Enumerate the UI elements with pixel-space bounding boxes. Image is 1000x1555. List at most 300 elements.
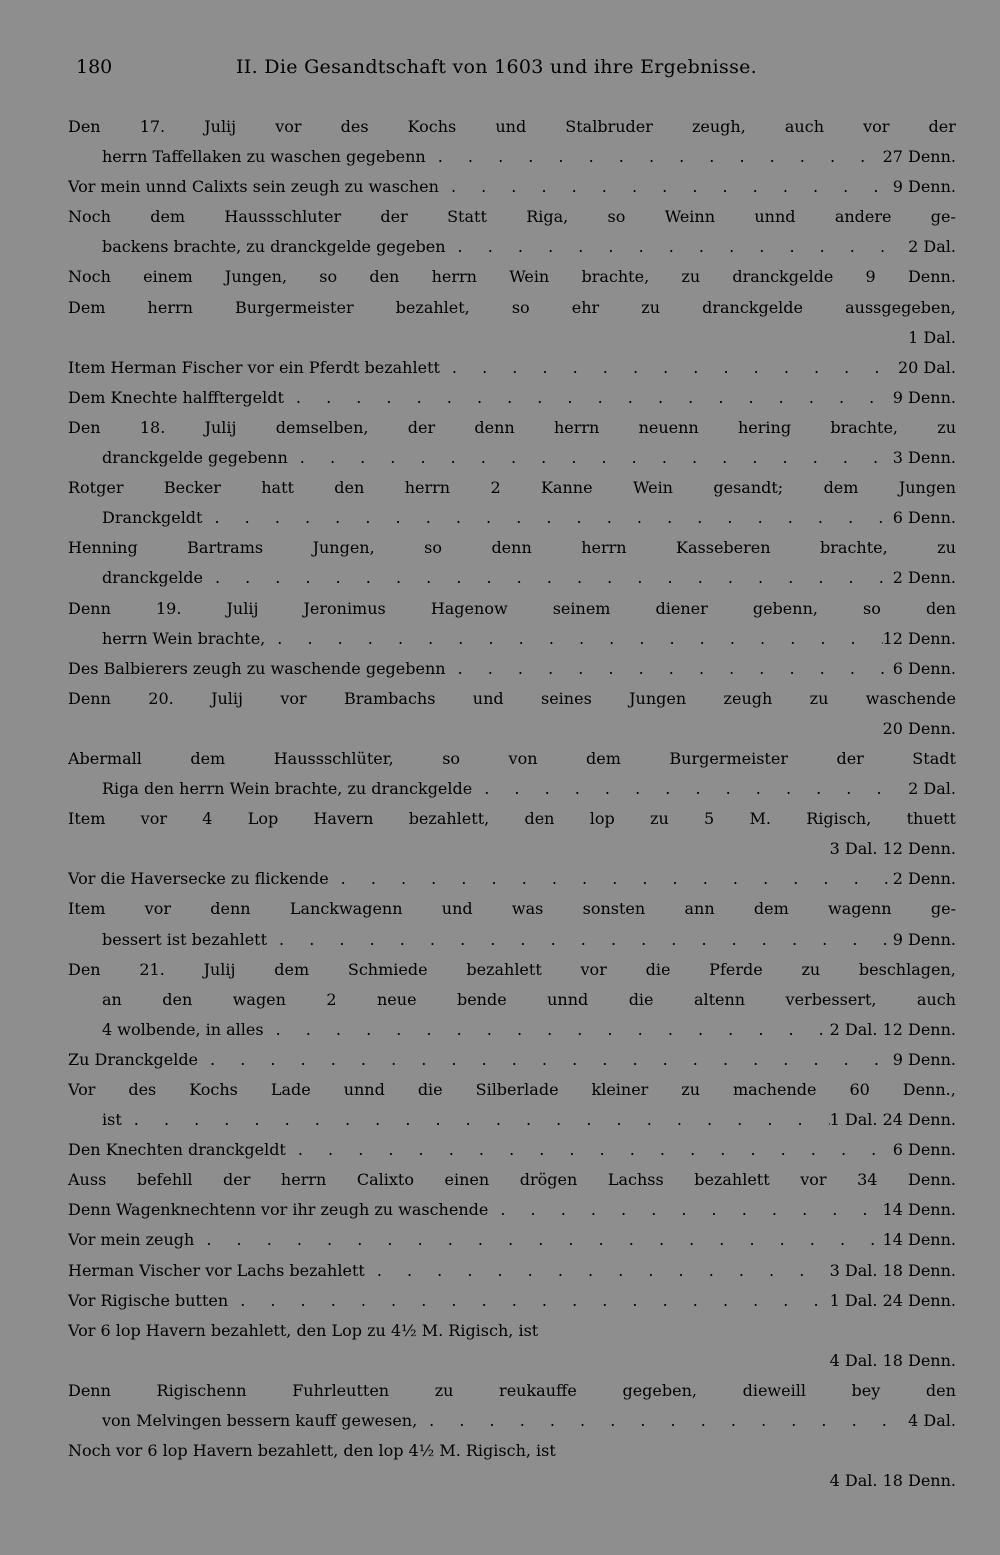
dot-leader xyxy=(267,930,893,949)
line-amount: 6 Denn. xyxy=(892,1140,956,1160)
word: seinem xyxy=(552,598,611,618)
word: herrn xyxy=(404,478,451,498)
word: dem xyxy=(823,478,859,498)
line-text: Vor mein zeugh xyxy=(68,1230,195,1250)
word: den xyxy=(524,809,555,829)
dot-leader xyxy=(440,358,898,377)
word: Auss xyxy=(68,1170,107,1190)
word: so xyxy=(863,598,881,618)
line-amount: 14 Denn. xyxy=(882,1230,956,1250)
word: vor xyxy=(280,688,307,708)
word: gegeben, xyxy=(622,1380,697,1400)
line-amount: 4 Dal. 18 Denn. xyxy=(829,1350,956,1370)
word: zu xyxy=(434,1380,454,1400)
word: gebenn, xyxy=(752,598,818,618)
word: verbessert, xyxy=(785,989,877,1009)
ledger-line xyxy=(68,508,956,538)
word: Julij xyxy=(203,959,236,979)
word: bende xyxy=(456,989,507,1009)
word: 18. xyxy=(139,417,166,437)
line-text: Zu Dranckgelde xyxy=(68,1049,199,1069)
line-amount: 6 Denn. xyxy=(892,658,956,678)
word: Denn. xyxy=(907,1170,956,1190)
word: Statt xyxy=(447,207,487,227)
dot-leader xyxy=(417,1411,908,1430)
line-text xyxy=(68,689,956,708)
line-text xyxy=(68,749,956,768)
ledger-line xyxy=(68,1080,956,1110)
ledger-line xyxy=(68,659,956,689)
word: dem xyxy=(274,959,310,979)
word: der xyxy=(407,417,436,437)
line-text: 4 wolbende, in alles xyxy=(102,1019,264,1039)
word: des xyxy=(128,1080,157,1099)
word: Pferde xyxy=(709,959,763,979)
word: diener xyxy=(655,598,708,618)
word: 9 xyxy=(865,267,876,287)
word: neuenn xyxy=(638,417,699,437)
dot-leader xyxy=(329,869,893,888)
line-text: Riga den herrn Wein brachte, zu dranckgelde xyxy=(102,779,473,799)
line-text: Dem Knechte halfftergeldt xyxy=(68,387,284,407)
word: dem xyxy=(753,899,789,919)
word: zu xyxy=(681,267,701,287)
ledger-line xyxy=(68,689,956,719)
word: die xyxy=(645,959,671,979)
word: Jungen xyxy=(898,478,956,498)
word: ge- xyxy=(930,899,956,919)
word: thuett xyxy=(906,809,956,829)
ledger-line xyxy=(68,809,956,839)
line-amount: 2 Dal. 12 Denn. xyxy=(829,1019,956,1039)
word: zu xyxy=(641,297,660,317)
line-text xyxy=(68,298,956,317)
word: Julij xyxy=(204,417,237,437)
line-amount: 27 Denn. xyxy=(882,147,956,167)
word: Wein xyxy=(509,267,550,287)
word: Kanne xyxy=(541,478,593,498)
ledger-line xyxy=(68,599,956,629)
word: Julij xyxy=(226,598,259,618)
word: Haussschluter xyxy=(224,207,342,227)
line-text: Vor mein unnd Calixts sein zeugh zu waschen xyxy=(68,177,439,197)
page-header xyxy=(76,56,956,86)
dot-leader xyxy=(203,568,893,587)
word: reukauffe xyxy=(499,1380,577,1400)
ledger-line xyxy=(68,388,956,418)
ledger-line xyxy=(68,990,956,1020)
word: Lanckwagenn xyxy=(289,899,403,919)
word: bezahlett, xyxy=(408,809,490,829)
ledger-line xyxy=(68,478,956,508)
line-amount: 9 Denn. xyxy=(892,929,956,949)
word: dranckgelde xyxy=(702,297,804,317)
word: 5 xyxy=(704,809,715,829)
word: 34 xyxy=(857,1170,878,1190)
line-text: herrn Taffellaken zu waschen gegebenn xyxy=(102,147,426,167)
ledger-line xyxy=(68,1230,956,1260)
word: vor xyxy=(275,117,302,136)
ledger-line xyxy=(68,1381,956,1411)
word: Denn., xyxy=(902,1080,956,1099)
word: waschende xyxy=(865,688,956,708)
line-text xyxy=(68,599,956,618)
ledger-line xyxy=(68,237,956,267)
word: bezahlett xyxy=(466,959,542,979)
word: Stalbruder xyxy=(565,117,653,136)
word: Haussschlüter, xyxy=(273,748,394,768)
word: unnd xyxy=(343,1080,385,1099)
line-text xyxy=(68,960,956,979)
word: Stadt xyxy=(912,748,956,768)
word: herrn xyxy=(553,417,600,437)
line-amount: 9 Denn. xyxy=(892,1049,956,1069)
line-amount: 2 Denn. xyxy=(892,869,956,889)
word: Rigisch, xyxy=(806,809,872,829)
word: bezahlet, xyxy=(395,297,470,317)
ledger-line xyxy=(68,267,956,297)
ledger-line xyxy=(68,1261,956,1291)
word: denn xyxy=(491,538,532,558)
ledger-line xyxy=(68,1291,956,1321)
word: unnd xyxy=(754,207,796,227)
line-text: Denn Wagenknechtenn vor ihr zeugh zu waschende xyxy=(68,1200,489,1220)
word: neue xyxy=(376,989,417,1009)
line-text xyxy=(68,538,956,557)
word: und xyxy=(472,688,504,708)
word: so xyxy=(442,748,461,768)
word: Abermall xyxy=(68,748,142,768)
word: zu xyxy=(650,809,669,829)
dot-leader xyxy=(288,448,893,467)
word: Jungen, xyxy=(224,267,288,287)
word: an xyxy=(102,989,122,1009)
ledger-line xyxy=(68,1321,956,1351)
word: Silberlade xyxy=(475,1080,559,1099)
dot-leader xyxy=(439,177,893,196)
word: auch xyxy=(916,989,956,1009)
word: Calixto xyxy=(356,1170,414,1190)
word: zu xyxy=(801,959,821,979)
account-entries xyxy=(68,117,956,1501)
line-amount: 2 Dal. xyxy=(908,237,956,257)
line-text xyxy=(68,809,956,828)
line-amount: 20 Denn. xyxy=(882,718,956,738)
word: Becker xyxy=(163,478,221,498)
word: brachte, xyxy=(581,267,650,287)
word: hering xyxy=(737,417,792,437)
line-amount: 12 Denn. xyxy=(882,628,956,648)
word: Julij xyxy=(204,117,237,136)
ledger-line xyxy=(68,719,956,749)
line-amount: 3 Dal. 12 Denn. xyxy=(829,839,956,859)
ledger-line xyxy=(68,147,956,177)
ledger-line xyxy=(68,960,956,990)
word: den xyxy=(925,1380,956,1400)
word: Denn xyxy=(68,1380,111,1400)
word: Jungen xyxy=(629,688,687,708)
dot-leader xyxy=(122,1110,830,1129)
word: die xyxy=(417,1080,443,1099)
ledger-line xyxy=(68,1140,956,1170)
word: andere xyxy=(834,207,892,227)
word: seines xyxy=(541,688,592,708)
word: Kochs xyxy=(189,1080,238,1099)
line-text: Herman Vischer vor Lachs bezahlett xyxy=(68,1260,365,1280)
word: der xyxy=(223,1170,251,1190)
word: vor xyxy=(580,959,607,979)
word: aussgegeben, xyxy=(845,297,956,317)
line-text: von Melvingen bessern kauff gewesen, xyxy=(102,1411,418,1431)
ledger-line xyxy=(68,899,956,929)
word: den xyxy=(334,478,365,498)
word: zu xyxy=(937,538,956,558)
word: Burgermeister xyxy=(669,748,788,768)
word: Kochs xyxy=(407,117,457,136)
word: bezahlett xyxy=(694,1170,770,1190)
ledger-line xyxy=(68,779,956,809)
word: Lade xyxy=(270,1080,311,1099)
word: Rotger xyxy=(68,478,124,498)
word: kleiner xyxy=(591,1080,649,1099)
line-text: herrn Wein brachte, xyxy=(102,628,266,648)
line-text: Vor die Haversecke zu flickende xyxy=(68,869,329,889)
word: 17. xyxy=(139,117,166,136)
dot-leader xyxy=(426,147,883,166)
line-amount: 20 Dal. xyxy=(897,357,956,377)
line-text: Item Herman Fischer vor ein Pferdt bezahlett xyxy=(68,357,440,377)
ledger-line xyxy=(68,1050,956,1080)
word: was xyxy=(511,899,544,919)
word: Burgermeister xyxy=(235,297,354,317)
word: dem xyxy=(150,207,186,227)
dot-leader xyxy=(446,237,909,256)
line-amount: 1 Dal. xyxy=(908,327,956,347)
word: Den xyxy=(68,417,101,437)
word: einem xyxy=(143,267,193,287)
word: Rigischenn xyxy=(156,1380,247,1400)
word: auch xyxy=(784,117,824,136)
line-text: Vor 6 lop Havern bezahlett, den Lop zu 4½ M. Rigisch, ist xyxy=(68,1320,539,1340)
word: zu xyxy=(809,688,829,708)
word: wagen xyxy=(232,989,286,1009)
word: 4 xyxy=(202,809,213,829)
word: zeugh xyxy=(723,688,773,708)
word: brachte, xyxy=(820,538,888,558)
word: von xyxy=(508,748,538,768)
ledger-line xyxy=(68,869,956,899)
word: bey xyxy=(851,1380,881,1400)
word: vor xyxy=(140,809,167,829)
ledger-line xyxy=(68,538,956,568)
dot-leader xyxy=(365,1261,830,1280)
word: dranckgelde xyxy=(732,267,834,287)
ledger-line xyxy=(68,930,956,960)
ledger-line xyxy=(68,1200,956,1230)
word: so xyxy=(319,267,338,287)
ledger-line xyxy=(68,1471,956,1501)
word: beschlagen, xyxy=(858,959,956,979)
line-amount: 4 Dal. 18 Denn. xyxy=(829,1471,956,1491)
ledger-line xyxy=(68,358,956,388)
word: Noch xyxy=(68,207,111,227)
word: lop xyxy=(589,809,615,829)
dot-leader xyxy=(264,1020,830,1039)
word: 60 xyxy=(849,1080,870,1099)
dot-leader xyxy=(284,388,893,407)
word: unnd xyxy=(547,989,589,1009)
word: wagenn xyxy=(828,899,892,919)
word: befehll xyxy=(136,1170,193,1190)
ledger-line xyxy=(68,1351,956,1381)
word: Item xyxy=(68,809,106,829)
ledger-line xyxy=(68,629,956,659)
word: Fuhrleutten xyxy=(292,1380,390,1400)
ledger-line xyxy=(68,1170,956,1200)
line-amount: 1 Dal. 24 Denn. xyxy=(829,1110,956,1130)
line-amount: 6 Denn. xyxy=(892,508,956,528)
word: Kasseberen xyxy=(676,538,771,558)
word: Riga, xyxy=(526,207,569,227)
line-amount: 9 Denn. xyxy=(892,177,956,197)
ledger-line xyxy=(68,1441,956,1471)
word: und xyxy=(441,899,473,919)
ledger-line xyxy=(68,839,956,869)
word: den xyxy=(925,598,956,618)
ledger-line xyxy=(68,328,956,358)
dot-leader xyxy=(194,1230,882,1249)
word: denn xyxy=(210,899,251,919)
word: 20. xyxy=(148,688,174,708)
line-text xyxy=(68,117,956,136)
dot-leader xyxy=(228,1291,829,1310)
word: ehr xyxy=(571,297,600,317)
ledger-line xyxy=(68,749,956,779)
word: der xyxy=(928,117,956,136)
line-amount: 3 Denn. xyxy=(892,448,956,468)
line-amount: 2 Denn. xyxy=(892,568,956,588)
line-amount: 4 Dal. xyxy=(908,1411,956,1431)
ledger-line xyxy=(68,568,956,598)
line-text: Des Balbierers zeugh zu waschende gegebenn xyxy=(68,658,446,678)
line-text: dranckgelde gegebenn xyxy=(102,448,288,468)
word: Bartrams xyxy=(187,538,264,558)
line-text xyxy=(102,990,956,1009)
word: herrn xyxy=(147,297,193,317)
word: Denn xyxy=(68,598,111,618)
word: Lop xyxy=(247,809,279,829)
line-text xyxy=(68,207,956,226)
ledger-line xyxy=(68,1110,956,1140)
word: Schmiede xyxy=(347,959,428,979)
word: Brambachs xyxy=(344,688,436,708)
line-text: bessert ist bezahlett xyxy=(102,929,268,949)
word: und xyxy=(495,117,527,136)
line-text: dranckgelde xyxy=(102,568,203,588)
word: 2 xyxy=(326,989,337,1009)
line-text xyxy=(68,478,956,497)
line-text xyxy=(68,899,956,918)
word: Noch xyxy=(68,267,111,287)
word: Wein xyxy=(632,478,673,498)
word: so xyxy=(511,297,530,317)
word: 21. xyxy=(139,959,165,979)
line-text: Dranckgeldt xyxy=(102,508,203,528)
word: denn xyxy=(474,417,515,437)
word: zu xyxy=(937,417,956,437)
word: Den xyxy=(68,959,101,979)
line-text xyxy=(68,418,956,437)
word: der xyxy=(380,207,408,227)
ledger-line xyxy=(68,1411,956,1441)
word: 2 xyxy=(490,478,501,498)
word: dem xyxy=(586,748,621,768)
ledger-line xyxy=(68,177,956,207)
dot-leader xyxy=(286,1140,893,1159)
dot-leader xyxy=(198,1050,893,1069)
word: Vor xyxy=(68,1080,96,1099)
word: herrn xyxy=(581,538,627,558)
word: Lachss xyxy=(607,1170,664,1190)
word: den xyxy=(162,989,193,1009)
ledger-line xyxy=(68,117,956,147)
dot-leader xyxy=(202,508,892,527)
word: demselben, xyxy=(275,417,369,437)
word: der xyxy=(836,748,864,768)
word: dieweill xyxy=(742,1380,806,1400)
page-number: 180 xyxy=(76,56,113,78)
ledger-line xyxy=(68,298,956,328)
word: Weinn xyxy=(664,207,716,227)
word: sonsten xyxy=(582,899,646,919)
word: Denn. xyxy=(907,267,956,287)
line-amount: 2 Dal. xyxy=(908,779,956,799)
word: des xyxy=(340,117,369,136)
line-text: Vor Rigische butten xyxy=(68,1290,229,1310)
word: altenn xyxy=(693,989,746,1009)
word: hatt xyxy=(261,478,294,498)
word: gesandt; xyxy=(713,478,784,498)
line-text: ist xyxy=(102,1110,122,1130)
ledger-line xyxy=(68,418,956,448)
word: brachte, xyxy=(830,417,899,437)
line-amount: 14 Denn. xyxy=(882,1200,956,1220)
dot-leader xyxy=(488,1200,882,1219)
word: so xyxy=(607,207,626,227)
line-text xyxy=(68,1381,956,1400)
word: Havern xyxy=(313,809,374,829)
word: dem xyxy=(190,748,226,768)
word: 19. xyxy=(155,598,182,618)
word: Denn xyxy=(68,688,111,708)
line-amount: 1 Dal. 24 Denn. xyxy=(829,1290,956,1310)
word: zu xyxy=(681,1080,701,1099)
line-text xyxy=(68,267,956,286)
line-text: Noch vor 6 lop Havern bezahlett, den lop 4½ M. Rigisch, ist xyxy=(68,1441,556,1461)
word: den xyxy=(369,267,400,287)
word: vor xyxy=(144,899,171,919)
line-amount: 3 Dal. 18 Denn. xyxy=(829,1260,956,1280)
word: ge- xyxy=(930,207,956,227)
word: die xyxy=(628,989,654,1009)
line-amount: 9 Denn. xyxy=(892,387,956,407)
word: einen xyxy=(444,1170,490,1190)
word: ann xyxy=(684,899,715,919)
word: machende xyxy=(733,1080,817,1099)
word: vor xyxy=(863,117,890,136)
word: Den xyxy=(68,117,101,136)
word: drögen xyxy=(519,1170,578,1190)
